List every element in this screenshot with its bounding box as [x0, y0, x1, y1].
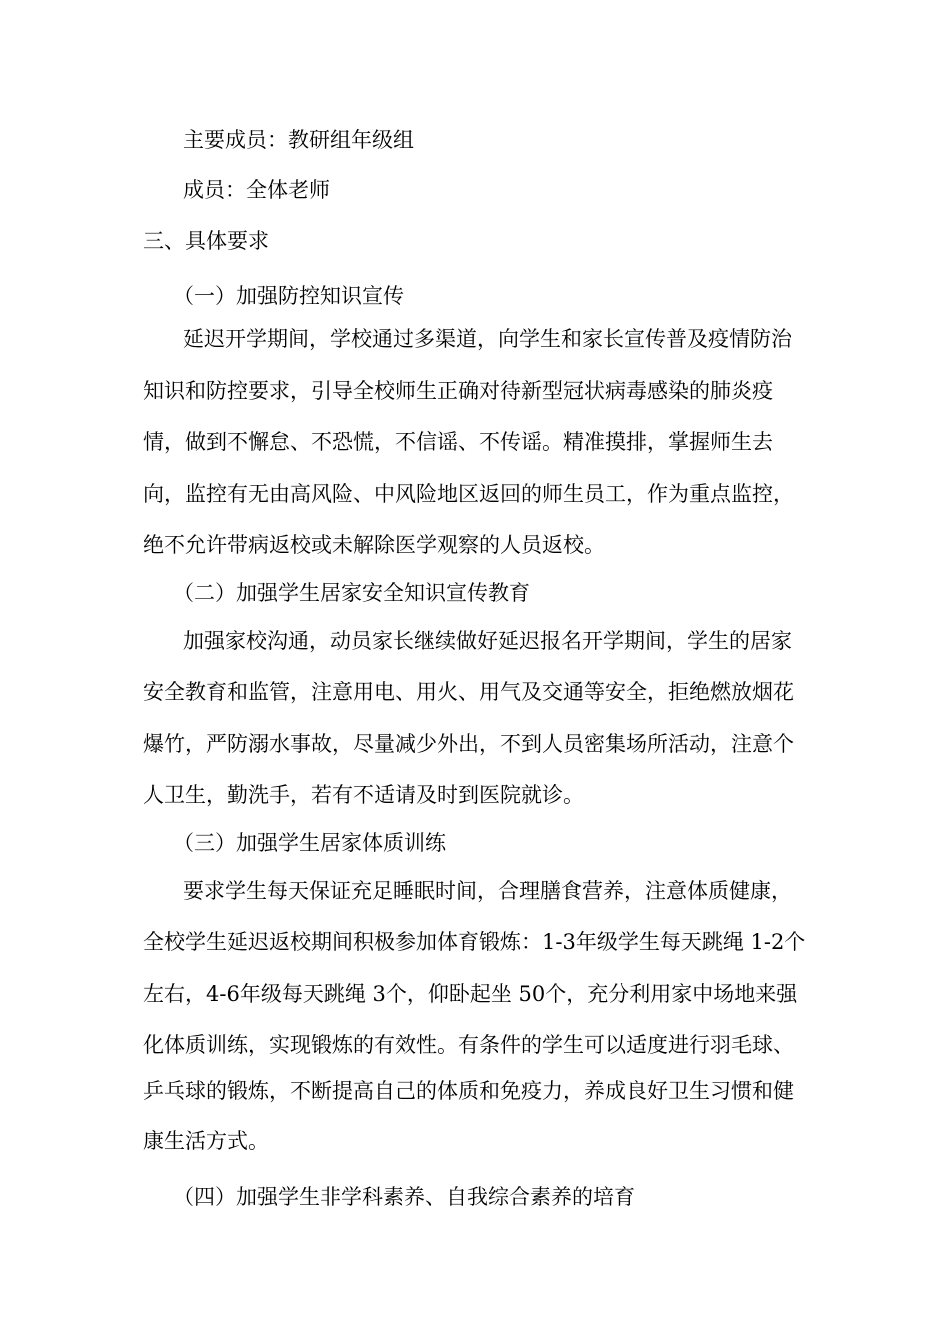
subheading-prevention-knowledge: （一）加强防控知识宣传 — [173, 284, 404, 308]
section-heading-requirements: 三、具体要求 — [143, 229, 269, 253]
paragraph-line: 康生活方式。 — [143, 1129, 269, 1153]
paragraph-line: 爆竹，严防溺水事故，尽量减少外出，不到人员密集场所活动，注意个 — [143, 732, 794, 756]
paragraph-line: 全校学生延迟返校期间积极参加体育锻炼：1-3年级学生每天跳绳 1-2个 — [143, 930, 806, 954]
paragraph-line: 化体质训练，实现锻炼的有效性。有条件的学生可以适度进行羽毛球、 — [143, 1033, 794, 1057]
paragraph-line: 向，监控有无由高风险、中风险地区返回的师生员工，作为重点监控， — [143, 482, 794, 506]
subheading-non-academic-literacy: （四）加强学生非学科素养、自我综合素养的培育 — [173, 1185, 635, 1209]
paragraph-line: 左右，4-6年级每天跳绳 3个，仰卧起坐 50个，充分利用家中场地来强 — [143, 982, 798, 1006]
paragraph-line: 延迟开学期间，学校通过多渠道，向学生和家长宣传普及疫情防治 — [183, 327, 792, 351]
main-members-line: 主要成员：教研组年级组 — [183, 128, 414, 152]
paragraph-line: 人卫生，勤洗手，若有不适请及时到医院就诊。 — [143, 783, 584, 807]
paragraph-line: 加强家校沟通，动员家长继续做好延迟报名开学期间，学生的居家 — [183, 629, 792, 653]
paragraph-line: 绝不允许带病返校或未解除医学观察的人员返校。 — [143, 533, 605, 557]
paragraph-line: 乒乓球的锻炼，不断提高自己的体质和免疫力，养成良好卫生习惯和健 — [143, 1079, 794, 1103]
paragraph-line: 知识和防控要求，引导全校师生正确对待新型冠状病毒感染的肺炎疫 — [143, 379, 773, 403]
subheading-physical-training: （三）加强学生居家体质训练 — [173, 831, 446, 855]
paragraph-line: 情，做到不懈怠、不恐慌，不信谣、不传谣。精准摸排，掌握师生去 — [143, 430, 773, 454]
paragraph-line: 要求学生每天保证充足睡眠时间，合理膳食营养，注意体质健康， — [183, 879, 792, 903]
subheading-home-safety: （二）加强学生居家安全知识宣传教育 — [173, 581, 530, 605]
paragraph-line: 安全教育和监管，注意用电、用火、用气及交通等安全，拒绝燃放烟花 — [143, 680, 794, 704]
members-line: 成员：全体老师 — [183, 178, 330, 202]
